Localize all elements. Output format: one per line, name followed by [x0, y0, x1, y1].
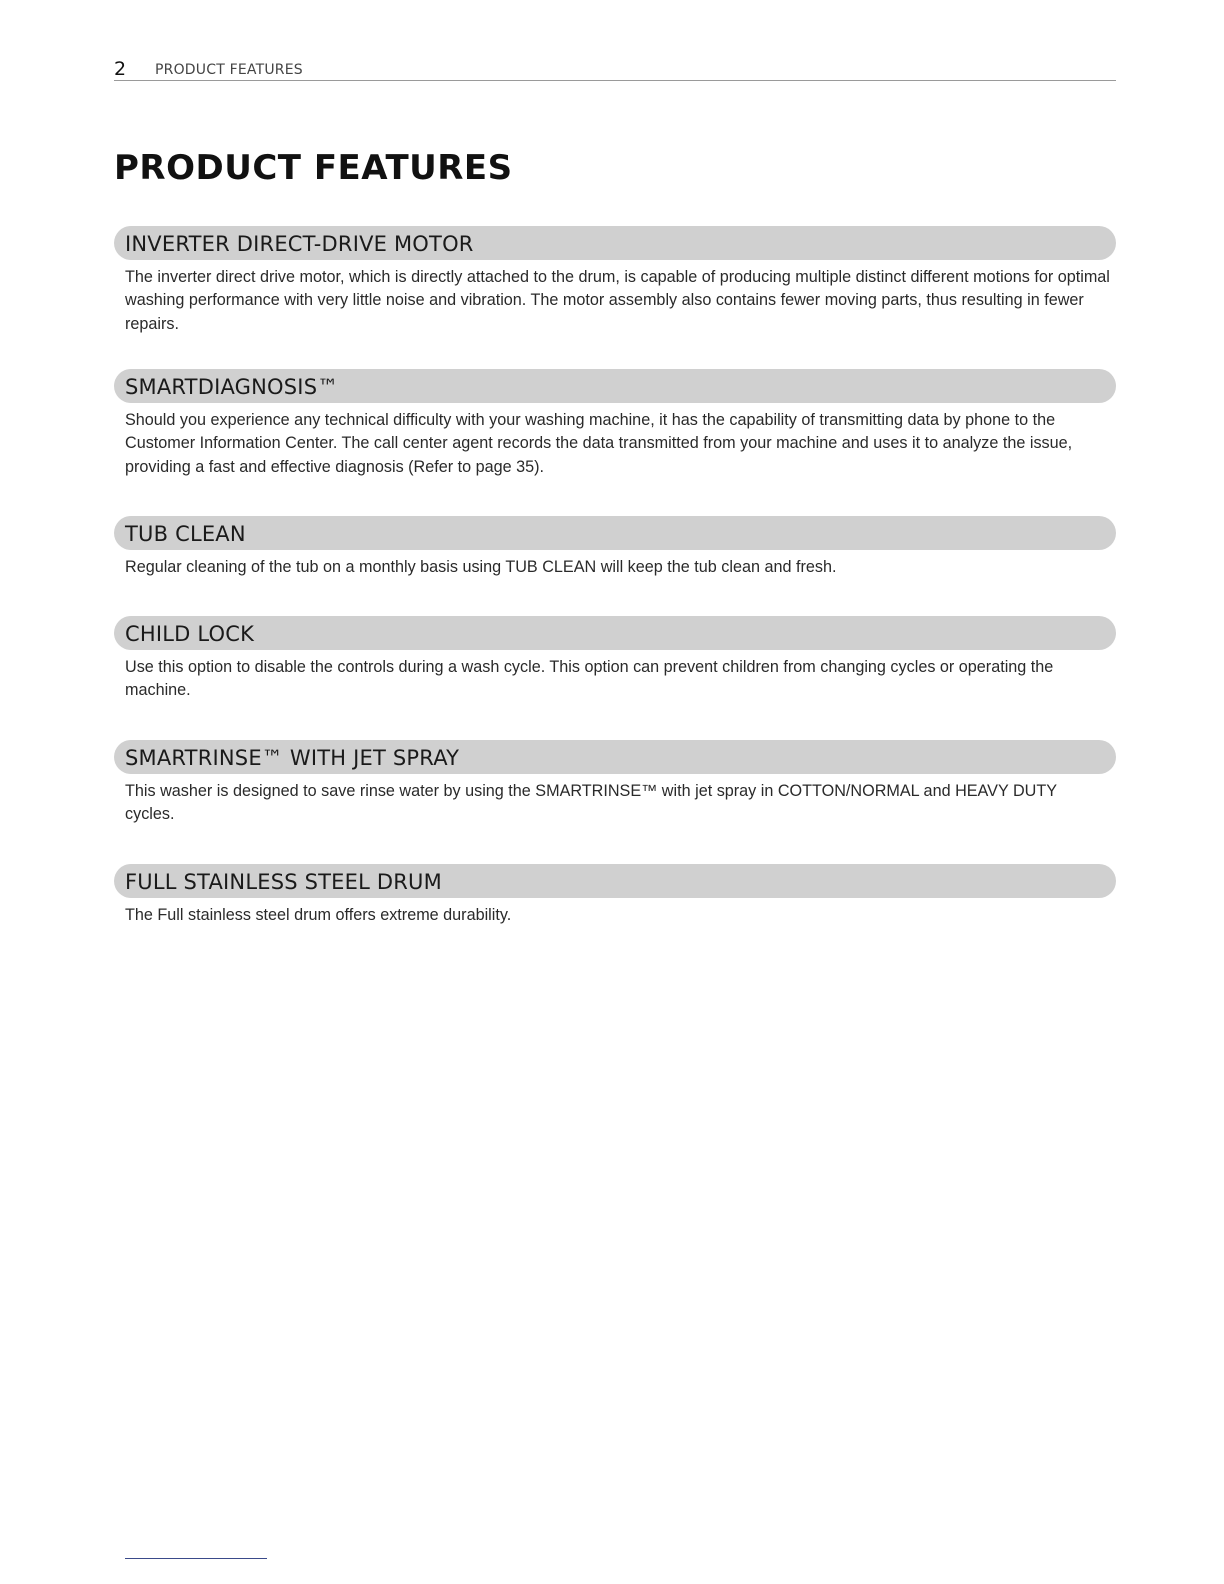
feature-description: This washer is designed to save rinse water by using the SMARTRINSE™ with jet spray in COTTON/NORMAL and HEAVY DUTY cycles.	[125, 782, 1057, 824]
feature-description: Should you experience any technical difficulty with your washing machine, it has the capability of transmitting data by phone to the Customer Information Center. The call center agent records the data transmitted from your machine and uses it to analyze the issue, providing a fast and effective diagnosis (Refer to page 35).	[125, 411, 1073, 476]
feature-heading: SMARTRINSE™ WITH JET SPRAY	[114, 740, 1116, 774]
page-title: PRODUCT FEATURES	[114, 148, 513, 188]
feature-tub-clean	[114, 516, 1116, 579]
feature-description: The inverter direct drive motor, which is directly attached to the drum, is capable of producing multiple distinct different motions for optimal washing performance with very little noise and vibration. The motor assembly also contains fewer moving parts, thus resulting in fewer repairs.	[125, 268, 1110, 333]
feature-smartdiagnosis	[114, 369, 1116, 479]
feature-description: The Full stainless steel drum offers extreme durability.	[125, 906, 512, 924]
feature-heading: CHILD LOCK	[114, 616, 1116, 650]
feature-smartrinse-with-jet-spray	[114, 740, 1116, 827]
feature-child-lock	[114, 616, 1116, 703]
feature-description: Use this option to disable the controls during a wash cycle. This option can prevent children from changing cycles or operating the machine.	[125, 658, 1054, 700]
feature-inverter-direct-drive-motor	[114, 226, 1116, 336]
running-header-title: PRODUCT FEATURES	[155, 62, 303, 78]
page-number: 2	[114, 58, 127, 80]
feature-heading: INVERTER DIRECT-DRIVE MOTOR	[114, 226, 1116, 260]
footer-rule	[125, 1558, 267, 1559]
feature-description: Regular cleaning of the tub on a monthly basis using TUB CLEAN will keep the tub clean and fresh.	[125, 558, 837, 576]
feature-heading: SMARTDIAGNOSIS™	[114, 369, 1116, 403]
feature-heading: FULL STAINLESS STEEL DRUM	[114, 864, 1116, 898]
feature-full-stainless-steel-drum	[114, 864, 1116, 927]
feature-heading: TUB CLEAN	[114, 516, 1116, 550]
running-header	[114, 58, 1116, 81]
